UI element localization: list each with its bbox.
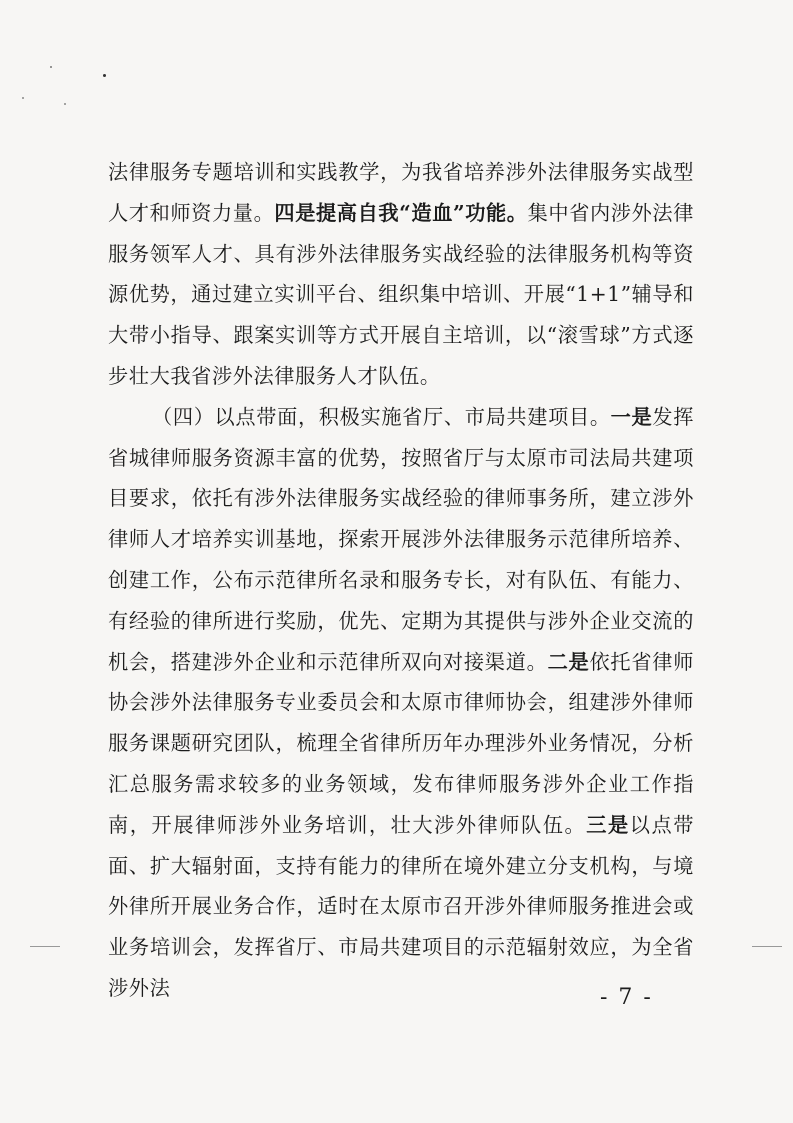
scan-dot bbox=[22, 97, 24, 99]
bold-text-run: 二是 bbox=[547, 649, 590, 674]
scan-rule-right bbox=[752, 946, 782, 947]
text-run: 法律服务专题培训和实践教学，为我省培养涉外法律服务实战型人才和师资力量。 bbox=[108, 160, 694, 225]
text-run: 依托省律师协会涉外法律服务专业委员会和太原市律师协会，组建涉外律师服务课题研究团队，梳理全省律所历年办理涉外业务情况，分析汇总服务需求较多的业务领域，发布律师服务涉外企业工作指南，开展律师涉外业务培训，壮大涉外律师队伍。 bbox=[108, 649, 694, 837]
text-run: （四）以点带面，积极实施省厅、市局共建项目。 bbox=[152, 404, 611, 429]
text-run: 以点带面、扩大辐射面，支持有能力的律所在境外建立分支机构，与境外律所开展业务合作，适时在太原市召开涉外律师服务推进会或业务培训会，发挥省厅、市局共建项目的示范辐射效应，为全省涉外法 bbox=[108, 812, 694, 1000]
text-run: 集中省内涉外法律服务领军人才、具有涉外法律服务实战经验的法律服务机构等资源优势，通过建立实训平台、组织集中培训、开展“1+1”辅导和大带小指导、跟案实训等方式开展自主培训，以“滚雪球”方式逐步壮大我省涉外法律服务人才队伍。 bbox=[108, 200, 694, 388]
bold-text-run: 四是提高自我“造血”功能。 bbox=[274, 200, 528, 225]
scan-dot bbox=[50, 66, 52, 68]
scan-rule-left bbox=[30, 946, 60, 947]
bold-text-run: 三是 bbox=[586, 812, 630, 837]
bold-text-run: 一是 bbox=[610, 404, 653, 429]
paragraph bbox=[108, 152, 694, 397]
text-run: 发挥省城律师服务资源丰富的优势，按照省厅与太原市司法局共建项目要求，依托有涉外法律服务实战经验的律师事务所，建立涉外律师人才培养实训基地，探索开展涉外法律服务示范律所培养、创建工作，公布示范律所名录和服务专长，对有队伍、有能力、有经验的律所进行奖励，优先、定期为其提供与涉外企业交流的机会，搭建涉外企业和示范律所双向对接渠道。 bbox=[108, 404, 695, 674]
document-body bbox=[108, 152, 694, 1009]
scan-dot bbox=[103, 74, 106, 77]
paragraph bbox=[108, 397, 694, 1009]
scan-dot bbox=[64, 103, 66, 105]
page-number: - 7 - bbox=[600, 985, 653, 1010]
